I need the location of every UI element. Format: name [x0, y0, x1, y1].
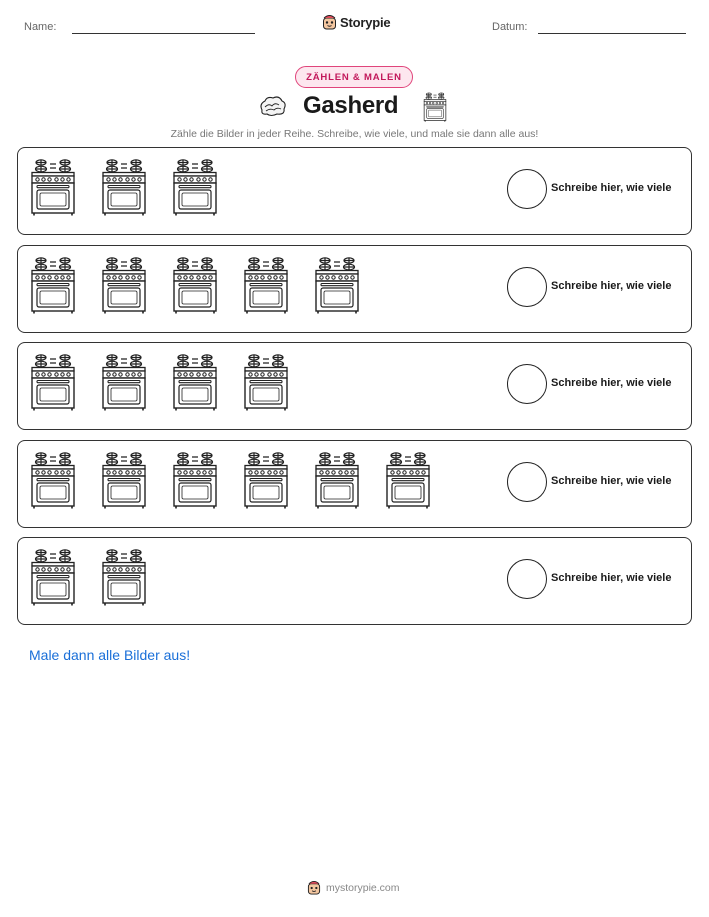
gas-stove-icon[interactable] [172, 353, 218, 411]
stove-group [30, 451, 431, 511]
category-badge: ZÄHLEN & MALEN [295, 66, 413, 88]
gas-stove-icon[interactable] [243, 353, 289, 411]
storypie-logo-icon [322, 14, 337, 30]
name-line[interactable] [72, 33, 255, 34]
stove-group [30, 353, 289, 413]
counting-row [17, 342, 692, 430]
gas-stove-icon[interactable] [101, 548, 147, 606]
brand-name: Storypie [340, 14, 391, 30]
gas-stove-icon[interactable] [243, 451, 289, 509]
answer-circle[interactable] [507, 559, 547, 599]
counting-row [17, 147, 692, 235]
stove-group [30, 158, 218, 218]
gas-stove-icon[interactable] [101, 256, 147, 314]
date-label: Datum: [492, 21, 528, 33]
coloring-instruction: Male dann alle Bilder aus! [29, 647, 191, 663]
stove-group [30, 548, 147, 608]
answer-label: Schreibe hier, wie viele [551, 572, 672, 584]
gas-stove-icon[interactable] [385, 451, 431, 509]
answer-circle[interactable] [507, 462, 547, 502]
counting-row [17, 245, 692, 333]
gas-stove-icon[interactable] [172, 256, 218, 314]
gas-stove-icon[interactable] [314, 451, 360, 509]
gas-stove-icon[interactable] [30, 451, 76, 509]
gas-stove-icon[interactable] [101, 353, 147, 411]
gas-stove-icon[interactable] [243, 256, 289, 314]
storypie-brand [322, 14, 390, 30]
gas-stove-icon[interactable] [30, 158, 76, 216]
answer-circle[interactable] [507, 169, 547, 209]
answer-label: Schreibe hier, wie viele [551, 377, 672, 389]
gas-stove-icon[interactable] [30, 353, 76, 411]
gas-stove-icon[interactable] [30, 548, 76, 606]
storypie-logo-icon [307, 880, 321, 895]
worksheet-header [0, 14, 709, 44]
counting-row [17, 537, 692, 625]
footer-url: mystorypie.com [326, 881, 400, 894]
gas-stove-icon[interactable] [101, 158, 147, 216]
gas-stove-icon[interactable] [101, 451, 147, 509]
answer-circle[interactable] [507, 364, 547, 404]
page-title: Gasherd [303, 92, 399, 119]
answer-label: Schreibe hier, wie viele [551, 279, 672, 292]
footer-brand [307, 880, 400, 895]
counting-row [17, 440, 692, 528]
instructions: Zähle die Bilder in jeder Reihe. Schreibe, wie viele, und male sie dann alle aus! [170, 128, 539, 140]
gas-stove-icon [423, 92, 447, 122]
gas-stove-icon[interactable] [30, 256, 76, 314]
name-label: Name: [24, 21, 57, 33]
gas-stove-icon[interactable] [172, 158, 218, 216]
answer-label: Schreibe hier, wie viele [551, 474, 672, 487]
gas-stove-icon[interactable] [172, 451, 218, 509]
title-row [0, 90, 709, 124]
gas-stove-icon[interactable] [314, 256, 360, 314]
stove-group [30, 256, 360, 316]
date-line[interactable] [538, 33, 686, 34]
answer-label: Schreibe hier, wie viele [551, 182, 672, 194]
scribble-cloud-icon [258, 94, 288, 118]
answer-circle[interactable] [507, 267, 547, 307]
